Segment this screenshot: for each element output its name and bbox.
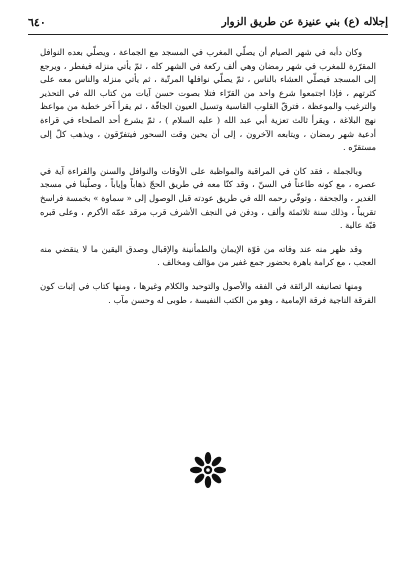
header-rule (28, 34, 388, 35)
paragraph: وكان دأبه في شهر الصيام أن يصلّي المغرب في المسجد مع الجماعة ، ويصلّي بعده النوافل المقرّرة للمغرب في شهر رمضان وهي ألف ركعة في الشهر كله ، ثمّ يأتي منزله فيفطر ، ويرجع إلى المسجد فيصلّي العشاء بالناس ، ثمّ يصلّي نوافلها المرتّبة ، ثم يأتي منزله والناس معه على كثرتهم ، فإذا اجتمعوا شرع واحد من القرّاء فتلا بصوت حسن آيات من كتاب الله في التحذير والترغيب والموعظة ، فترقّ القلوب القاسية وتسيل العيون الجافّة ، ثم يقرأ آخر خطبة من مواعظ نهج البلاغة ، ويقرأ ثالث تعزية أبي عبد الله ( عليه السلام ) ، ثمّ يشرع أحد الصلحاء في قراءة أدعية شهر رمضان ، ويتابعه الآخرون ، إلى أن يحين وقت السحور فيتفرّقون ، ويذهب كلّ إلى مستقرّه . (40, 47, 376, 153)
running-title: إجلاله (ع) بني عنيزة عن طريق الزوار (221, 16, 388, 28)
paragraph: وقد ظهر منه عند وفاته من قوّة الإيمان والطمأنينة والإقبال وصدق اليقين ما لا ينقضي منه العجب ، مع كرامة باهرة بحضور جمع غفير من مؤالف ومخالف . (40, 243, 376, 268)
page-body (40, 46, 376, 317)
page-header (28, 16, 388, 34)
page-number: ٦٤٠ (28, 16, 46, 29)
floral-ornament-icon (188, 450, 228, 490)
paragraph: ومنها تصانيفه الرائقة في الفقه والأصول والتوحيد والكلام وغيرها ، ومنها كتاب في إثبات كون الفرقة الناجية فرقة الإمامية ، وهو من الكتب النفيسة ، طوبى له وحسن مآب . (40, 280, 376, 305)
paragraph: وبالجملة ، فقد كان في المراقبة والمواظبة على الأوقات والنوافل والسنن والقراءة آية في عصره ، مع كونه طاعناً في السنّ ، وقد كنّا معه في طريق الحجّ ذهاباً وإياباً ، وصلّينا في مسجد الغدير ، والجحفة ، وتوفّي رحمه الله في طريق عودته قبل الوصول إلى « سماوة » بخمسة فراسخ تقريباً ، وذلك سنة ثلاثمئة وألف ، ودفن في النجف الأشرف قرب مرقد عمّه الأكرم ، وعلى قبره قبّة عالية . (40, 165, 376, 231)
